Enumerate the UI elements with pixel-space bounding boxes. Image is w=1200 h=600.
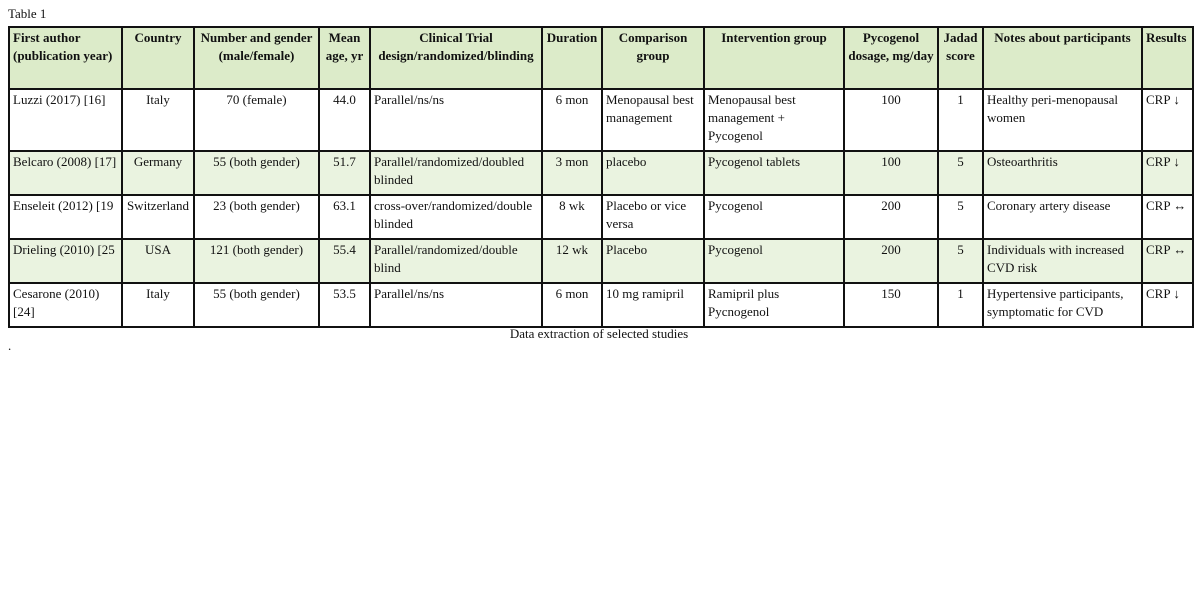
col-header-results: Results xyxy=(1142,27,1193,89)
table-row xyxy=(9,89,1193,151)
cell-jadad: 5 xyxy=(938,239,983,283)
cell-mean-age: 55.4 xyxy=(319,239,370,283)
cell-duration: 8 wk xyxy=(542,195,602,239)
cell-design: cross-over/randomized/double blinded xyxy=(370,195,542,239)
cell-notes: Individuals with increased CVD risk xyxy=(983,239,1142,283)
table-row xyxy=(9,239,1193,283)
col-header-dosage: Pycogenol dosage, mg/day xyxy=(844,27,938,89)
trailing-mark: . xyxy=(8,338,12,353)
cell-country: Italy xyxy=(122,283,194,327)
col-header-intervention: Intervention group xyxy=(704,27,844,89)
table-row xyxy=(9,283,1193,327)
cell-duration: 6 mon xyxy=(542,89,602,151)
cell-design: Parallel/randomized/doubled blinded xyxy=(370,151,542,195)
cell-number-gender: 70 (female) xyxy=(194,89,319,151)
table-label: Table 1 xyxy=(8,6,47,21)
table-row xyxy=(9,195,1193,239)
cell-dosage: 200 xyxy=(844,195,938,239)
col-header-comparison: Comparison group xyxy=(602,27,704,89)
cell-results: CRP ↓ xyxy=(1142,283,1193,327)
cell-notes: Healthy peri-menopausal women xyxy=(983,89,1142,151)
cell-number-gender: 55 (both gender) xyxy=(194,151,319,195)
cell-results: CRP ↓ xyxy=(1142,89,1193,151)
cell-notes: Coronary artery disease xyxy=(983,195,1142,239)
cell-results: CRP ↔ xyxy=(1142,195,1193,239)
cell-dosage: 100 xyxy=(844,89,938,151)
cell-jadad: 5 xyxy=(938,151,983,195)
cell-jadad: 5 xyxy=(938,195,983,239)
cell-notes: Hypertensive participants, symptomatic for CVD xyxy=(983,283,1142,327)
cell-intervention: Ramipril plus Pycnogenol xyxy=(704,283,844,327)
cell-number-gender: 121 (both gender) xyxy=(194,239,319,283)
cell-notes: Osteoarthritis xyxy=(983,151,1142,195)
col-header-jadad: Jadad score xyxy=(938,27,983,89)
col-header-mean-age: Mean age, yr xyxy=(319,27,370,89)
cell-dosage: 150 xyxy=(844,283,938,327)
cell-results: CRP ↔ xyxy=(1142,239,1193,283)
col-header-design: Clinical Trial design/randomized/blinding xyxy=(370,27,542,89)
cell-country: USA xyxy=(122,239,194,283)
cell-duration: 3 mon xyxy=(542,151,602,195)
cell-country: Germany xyxy=(122,151,194,195)
cell-duration: 6 mon xyxy=(542,283,602,327)
cell-comparison: Placebo or vice versa xyxy=(602,195,704,239)
cell-jadad: 1 xyxy=(938,283,983,327)
cell-country: Italy xyxy=(122,89,194,151)
col-header-author: First author (publication year) xyxy=(9,27,122,89)
cell-design: Parallel/ns/ns xyxy=(370,283,542,327)
cell-results: CRP ↓ xyxy=(1142,151,1193,195)
cell-author: Drieling (2010) [25 xyxy=(9,239,122,283)
col-header-notes: Notes about participants xyxy=(983,27,1142,89)
cell-number-gender: 55 (both gender) xyxy=(194,283,319,327)
cell-number-gender: 23 (both gender) xyxy=(194,195,319,239)
cell-author: Cesarone (2010) [24] xyxy=(9,283,122,327)
table-row xyxy=(9,151,1193,195)
cell-design: Parallel/ns/ns xyxy=(370,89,542,151)
cell-dosage: 200 xyxy=(844,239,938,283)
data-extraction-table xyxy=(8,26,1194,328)
cell-design: Parallel/randomized/double blind xyxy=(370,239,542,283)
cell-dosage: 100 xyxy=(844,151,938,195)
cell-intervention: Menopausal best management + Pycogenol xyxy=(704,89,844,151)
table-caption: Data extraction of selected studies xyxy=(509,326,689,341)
col-header-number-gender: Number and gender (male/female) xyxy=(194,27,319,89)
cell-intervention: Pycogenol xyxy=(704,195,844,239)
cell-intervention: Pycogenol xyxy=(704,239,844,283)
cell-author: Belcaro (2008) [17] xyxy=(9,151,122,195)
cell-country: Switzerland xyxy=(122,195,194,239)
col-header-duration: Duration xyxy=(542,27,602,89)
cell-duration: 12 wk xyxy=(542,239,602,283)
cell-mean-age: 53.5 xyxy=(319,283,370,327)
cell-comparison: placebo xyxy=(602,151,704,195)
cell-comparison: 10 mg ramipril xyxy=(602,283,704,327)
cell-comparison: Menopausal best management xyxy=(602,89,704,151)
cell-mean-age: 63.1 xyxy=(319,195,370,239)
col-header-country: Country xyxy=(122,27,194,89)
cell-author: Enseleit (2012) [19 xyxy=(9,195,122,239)
cell-intervention: Pycogenol tablets xyxy=(704,151,844,195)
header-row xyxy=(9,27,1193,89)
cell-mean-age: 44.0 xyxy=(319,89,370,151)
cell-mean-age: 51.7 xyxy=(319,151,370,195)
cell-author: Luzzi (2017) [16] xyxy=(9,89,122,151)
cell-comparison: Placebo xyxy=(602,239,704,283)
cell-jadad: 1 xyxy=(938,89,983,151)
